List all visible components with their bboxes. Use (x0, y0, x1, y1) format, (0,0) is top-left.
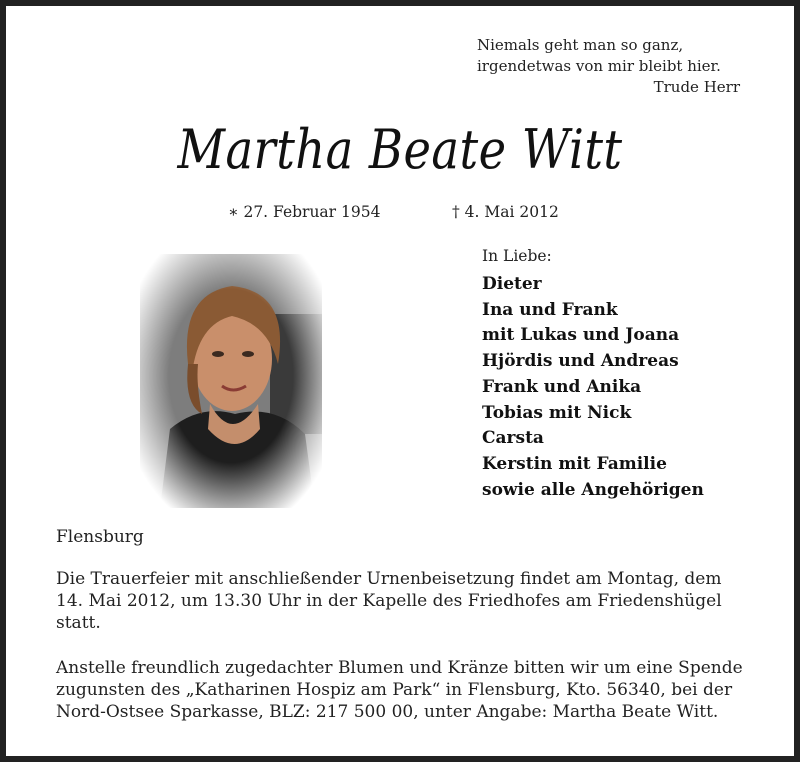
location: Flensburg (56, 527, 144, 547)
mourner-entry: Tobias mit Nick (482, 402, 632, 423)
mourner-entry: Frank und Anika (482, 376, 642, 397)
portrait-photo (140, 254, 322, 508)
mourners-list (482, 272, 704, 503)
quote-block (477, 35, 742, 98)
quote-line: Niemals geht man so ganz, (477, 36, 684, 54)
mourners-intro: In Liebe: (482, 247, 552, 265)
mourner-entry: sowie alle Angehörigen (482, 479, 704, 500)
ceremony-notice: Die Trauerfeier mit anschließender Urnenbeisetzung findet am Montag, dem 14. Mai 2012, um 13.30 Uhr in der Kapelle des Friedhofes am Friedenshügel statt. (56, 569, 722, 633)
death-date: † 4. Mai 2012 (452, 203, 559, 221)
quote-line: irgendetwas von mir bleibt hier. (477, 57, 721, 75)
mourner-entry: mit Lukas und Joana (482, 325, 680, 346)
quote-author: Trude Herr (653, 78, 740, 96)
donation-notice: Anstelle freundlich zugedachter Blumen und Kränze bitten wir um eine Spende zugunsten des „Katharinen Hospiz am Park“ in Flensburg, Kto. 56340, bei der Nord-Ostsee Sparkasse, BLZ: 217 500 00, unter Angabe: Martha Beate Witt. (56, 658, 743, 722)
mourner-entry: Kerstin mit Familie (482, 453, 667, 474)
mourner-entry: Ina und Frank (482, 299, 618, 320)
mourner-entry: Dieter (482, 274, 542, 294)
deceased-name: Martha Beate Witt (177, 118, 623, 181)
mourner-entry: Hjördis und Andreas (482, 351, 679, 372)
birth-date: ∗ 27. Februar 1954 (228, 203, 381, 221)
mourner-entry: Carsta (482, 428, 544, 449)
